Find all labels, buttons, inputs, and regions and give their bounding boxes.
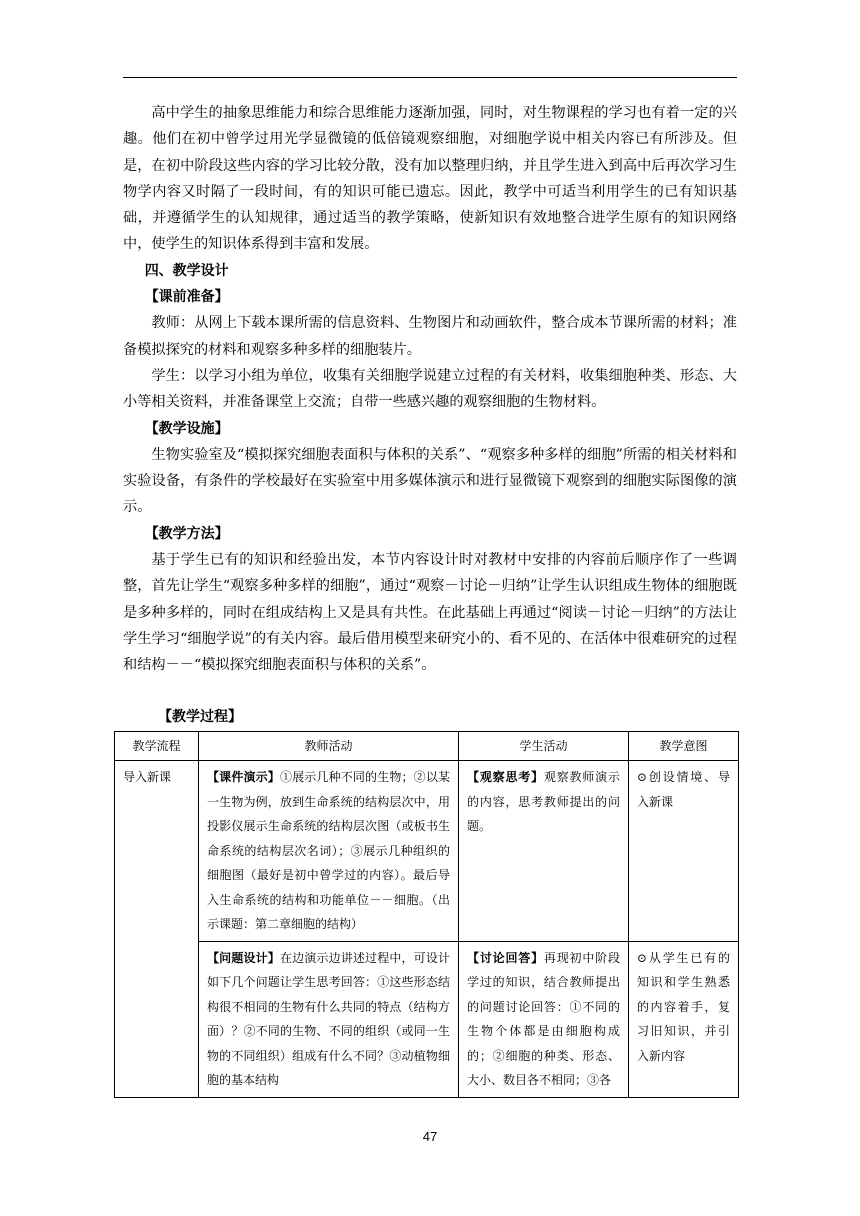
student-prep-paragraph: 学生：以学习小组为单位，收集有关细胞学说建立过程的有关材料，收集细胞种类、形态、大小等相关资料，并准备课堂上交流；自带一些感兴趣的观察细胞的生物材料。 — [123, 367, 737, 411]
activity-tag: 【讨论回答】 — [467, 950, 544, 965]
student-activity-cell — [459, 761, 629, 942]
method-paragraph: 基于学生已有的知识和经验出发，本节内容设计时对教材中安排的内容前后顺序作了一些调整，首先让学生“观察多种多样的细胞”，通过“观察－讨论－归纳”让学生认识组成生物体的细胞既是多种多样的，同时在组成结构上又是具有共性。在此基础上再通过“阅读－讨论－归纳”的方法让学生学习“细胞学说”的有关内容。最后借用模型来研究小的、看不见的、在活体中很难研究的过程和结构－－“模拟探究细胞表面积与体积的关系”。 — [123, 552, 737, 674]
table-row — [115, 941, 739, 1097]
facility-paragraph: 生物实验室及“模拟探究细胞表面积与体积的关系”、“观察多种多样的细胞”所需的相关材料和实验设备，有条件的学校最好在实验室中用多媒体演示和进行显微镜下观察到的细胞实际图像的演示。 — [123, 446, 737, 516]
header-teacher-activity: 教师活动 — [199, 732, 459, 761]
header-intent: 教学意图 — [629, 732, 739, 761]
teacher-activity-cell — [199, 761, 459, 942]
activity-tag: 【观察思考】 — [467, 770, 544, 784]
process-heading: 【教学过程】 — [158, 709, 242, 725]
intent-cell: ⊙创设情境、导入新课 — [629, 761, 739, 942]
header-flow: 教学流程 — [115, 732, 199, 761]
table-header-row — [115, 732, 739, 761]
intent-cell: ⊙从学生已有的知识和学生熟悉的内容着手，复习旧知识，并引入新内容 — [629, 941, 739, 1097]
activity-text: ①展示几种不同的生物；②以某一生物为例，放到生命系统的结构层次中，用投影仪展示生命系统的结构层次图（或板书生命系统的结构层次名词）；③展示几种组织的细胞图（最好是初中曾学过的内容）。最后导入生命系统的结构和功能单位－－细胞。（出示课题：第二章细胞的结构） — [207, 770, 450, 931]
header-rule — [123, 77, 737, 78]
activity-tag: 【课件演示】 — [207, 770, 280, 784]
activity-text: 在边演示边讲述过程中，可设计如下几个问题让学生思考回答：①这些形态结构很不相同的生物有什么共同的特点（结构方面）？②不同的生物、不同的组织（或同一生物的不同组织）组成有什么不同？③动植物细胞的基本结构 — [207, 950, 450, 1087]
student-analysis-paragraph: 高中学生的抽象思维能力和综合思维能力逐渐加强，同时，对生物课程的学习也有着一定的兴趣。他们在初中曾学过用光学显微镜的低倍镜观察细胞，对细胞学说中相关内容已有所涉及。但是，在初中阶段这些内容的学习比较分散，没有加以整理归纳，并且学生进入到高中后再次学习生物学内容又时隔了一段时间，有的知识可能已遗忘。因此，教学中可适当利用学生的已有知识基础，并遵循学生的认知规律，通过适当的教学策略，使新知识有效地整合进学生原有的知识网络中，使学生的知识体系得到丰富和发展。 — [123, 105, 737, 253]
table-row — [115, 761, 739, 942]
facility-heading: 【教学设施】 — [144, 420, 229, 437]
flow-cell: 导入新课 — [115, 761, 199, 1098]
body-text — [123, 100, 737, 679]
activity-text: 观察教师演示的内容，思考教师提出的问题。 — [467, 770, 620, 833]
student-activity-cell — [459, 941, 629, 1097]
activity-tag: 【问题设计】 — [207, 950, 280, 965]
prep-heading: 【课前准备】 — [144, 289, 229, 306]
teaching-process-table — [114, 731, 739, 1098]
section-heading-teaching-design: 四、教学设计 — [144, 262, 229, 279]
activity-text: 再现初中阶段学过的知识，结合教师提出的问题讨论回答：①不同的生物个体都是由细胞构成的；②细胞的种类、形态、大小、数目各不相同；③各 — [467, 950, 620, 1087]
header-student-activity: 学生活动 — [459, 732, 629, 761]
method-heading: 【教学方法】 — [144, 525, 229, 542]
page-number: 47 — [422, 1129, 438, 1144]
teacher-activity-cell — [199, 941, 459, 1097]
teacher-prep-paragraph: 教师：从网上下载本课所需的信息资料、生物图片和动画软件，整合成本节课所需的材料；准备模拟探究的材料和观察多种多样的细胞装片。 — [123, 315, 737, 358]
